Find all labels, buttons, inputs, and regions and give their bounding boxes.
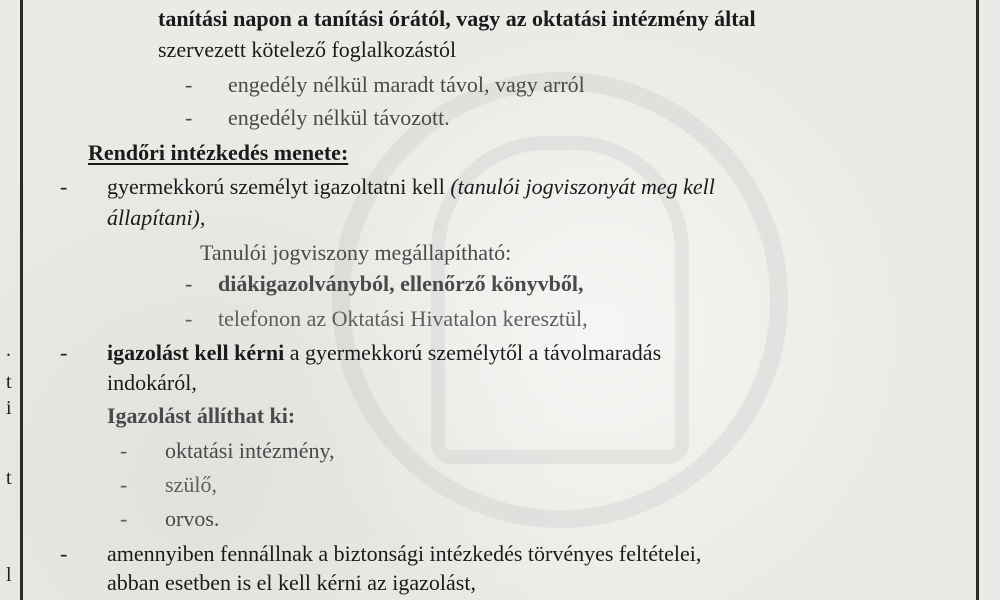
list-item: engedély nélkül távozott. — [228, 105, 450, 130]
margin-fragment: l — [6, 564, 12, 586]
sub-heading: Igazolást állíthat ki: — [107, 403, 296, 428]
text-span: a gyermekkorú személytől a távolmaradás — [284, 340, 662, 365]
text-span: gyermekkorú személyt igazoltatni kell — [107, 174, 451, 199]
bullet-dash: - — [185, 105, 193, 130]
list-item-continuation — [107, 205, 205, 231]
sub-heading: Tanulói jogviszony megállapítható: — [200, 240, 512, 265]
margin-fragment: i — [6, 397, 12, 419]
list-item: szülő, — [165, 472, 217, 497]
text-line: szervezett kötelező foglalkozástól — [158, 37, 457, 62]
list-item: oktatási intézmény, — [165, 438, 335, 463]
text-span-bold: igazolást kell kérni — [107, 340, 285, 365]
list-item: engedély nélkül maradt távol, vagy arról — [228, 72, 585, 97]
bullet-dash: - — [185, 72, 193, 97]
list-item: telefonon az Oktatási Hivatalon keresztül, — [218, 306, 588, 331]
section-heading: Rendőri intézkedés menete: — [88, 140, 349, 165]
list-item: orvos. — [165, 506, 220, 531]
bullet-dash: - — [185, 271, 193, 296]
list-item-continuation: indokáról, — [107, 370, 197, 395]
bullet-dash: - — [60, 340, 68, 365]
list-item — [107, 174, 715, 200]
bullet-dash: - — [185, 306, 193, 331]
bullet-dash: - — [120, 472, 128, 497]
text-span-italic: (tanulói jogviszonyát meg kell — [450, 174, 715, 199]
text-span: , — [199, 205, 206, 230]
list-item: diákigazolványból, ellenőrző könyvből, — [218, 271, 584, 296]
margin-fragment: . — [6, 339, 11, 361]
text-span-italic: állapítani) — [107, 205, 200, 230]
bullet-dash: - — [120, 438, 128, 463]
list-item — [107, 340, 661, 366]
margin-fragment: t — [6, 371, 12, 393]
text-line: tanítási napon a tanítási órától, vagy az oktatási intézmény által — [158, 6, 756, 31]
bullet-dash: - — [60, 541, 68, 566]
bullet-dash: - — [120, 506, 128, 531]
list-item: amennyiben fennállnak a biztonsági intézkedés törvényes feltételei, — [107, 541, 702, 566]
bullet-dash: - — [60, 174, 68, 199]
margin-fragment: t — [6, 467, 12, 489]
list-item-continuation: abban esetben is el kell kérni az igazolást, — [107, 570, 476, 595]
